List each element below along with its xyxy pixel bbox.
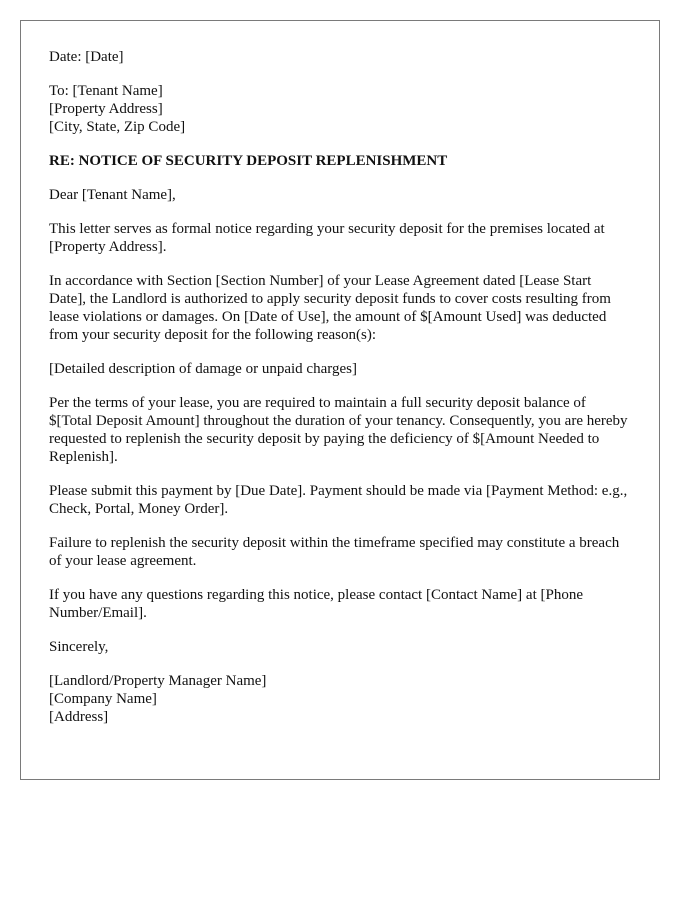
letter-page bbox=[20, 20, 660, 780]
paragraph-contact: If you have any questions regarding this notice, please contact [Contact Name] at [Phone Number/Email]. bbox=[49, 587, 583, 621]
paragraph-damage-description: [Detailed description of damage or unpaid charges] bbox=[49, 361, 357, 377]
signature-name: [Landlord/Property Manager Name] bbox=[49, 673, 267, 689]
recipient-block bbox=[49, 82, 631, 136]
paragraph-replenish-request: Per the terms of your lease, you are required to maintain a full security deposit balance of $[Total Deposit Amount] throughout the duration of your tenancy. Consequently, you are hereby requested to replenish the security deposit by paying the deficiency of $[Amount Needed to Replenish]. bbox=[49, 395, 628, 465]
paragraph-breach-warning: Failure to replenish the security deposit within the timeframe specified may constitute a breach of your lease agreement. bbox=[49, 535, 620, 569]
signature-address: [Address] bbox=[49, 709, 109, 725]
paragraph-payment: Please submit this payment by [Due Date]. Payment should be made via [Payment Method: e.g., Check, Portal, Money Order]. bbox=[49, 483, 628, 517]
letter-date: Date: [Date] bbox=[49, 49, 124, 65]
signature-company: [Company Name] bbox=[49, 691, 157, 707]
recipient-to: To: [Tenant Name] bbox=[49, 83, 163, 99]
letter-salutation: Dear [Tenant Name], bbox=[49, 187, 176, 203]
signature-block bbox=[49, 672, 631, 726]
recipient-property-address: [Property Address] bbox=[49, 101, 163, 117]
letter-subject: RE: NOTICE OF SECURITY DEPOSIT REPLENISHMENT bbox=[49, 153, 448, 169]
paragraph-notice: This letter serves as formal notice regarding your security deposit for the premises located at [Property Address]. bbox=[49, 221, 605, 255]
recipient-city-state-zip: [City, State, Zip Code] bbox=[49, 119, 186, 135]
paragraph-lease-section: In accordance with Section [Section Number] of your Lease Agreement dated [Lease Start Date], the Landlord is authorized to apply security deposit funds to cover costs resulting from lease violations or damages. On [Date of Use], the amount of $[Amount Used] was deducted from your security deposit for the following reason(s): bbox=[49, 273, 611, 343]
letter-closing: Sincerely, bbox=[49, 639, 109, 655]
